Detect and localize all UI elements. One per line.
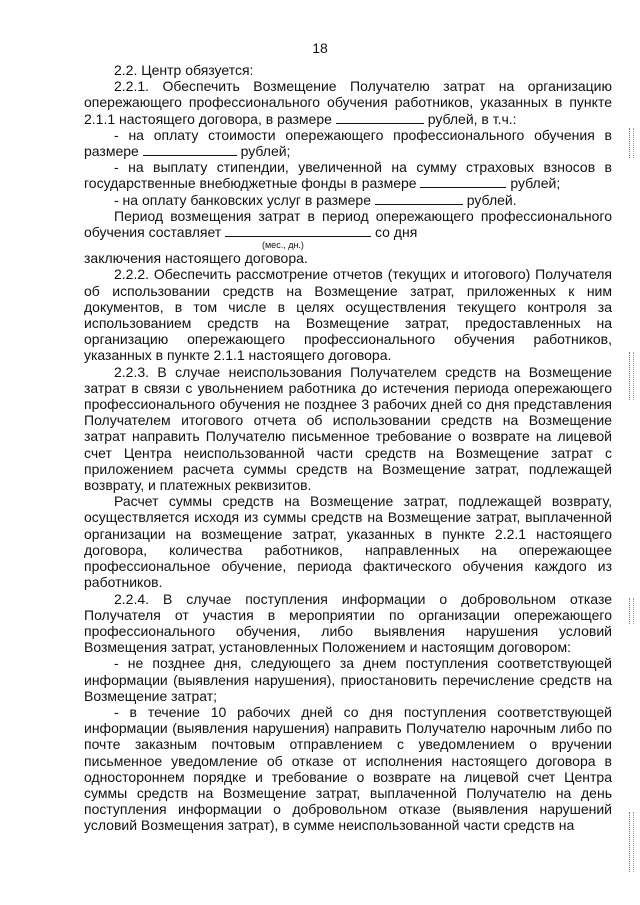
- section-heading: 2.2. Центр обязуется:: [114, 62, 254, 78]
- scan-edge-mark: [629, 128, 634, 158]
- list-item-training-cost: [84, 127, 612, 159]
- text-span: - на оплату стоимости опережающего профессионального обучения в размере: [84, 126, 612, 160]
- text-span: рублей;: [240, 143, 291, 160]
- text-span: Период возмещения затрат в период опережающего профессионального обучения составляет: [84, 207, 612, 241]
- paragraph-2-2-4: 2.2.4. В случае поступления информации о добровольном отказе Получателя от участия в мероприятии по организации опережающего профессионального обучения, либо выявления нарушения условий Возмещения затрат, установленных Положением и настоящим договором:: [84, 590, 612, 656]
- paragraph-2-2-3: 2.2.3. В случае неиспользования Получателем средств на Возмещение затрат в связи с увольнением работника до истечения периода опережающего профессионального обучения не позднее 3 рабочих дней со дня представления Получателем итогового отчета об использовании средств на Возмещение затрат направить Получателю письменное требование о возврате на лицевой счет Центра неиспользованной части средств на Возмещение затрат с приложением расчета суммы средств на Возмещение затрат, подлежащей возврату, и платежных реквизитов.: [84, 363, 612, 494]
- text-span: - на оплату банковских услуг в размере: [114, 191, 371, 208]
- paragraph-2-2-2: 2.2.2. Обеспечить рассмотрение отчетов (текущих и итогового) Получателя об использовании средств на Возмещение затрат, приложенных к ним документов, в том числе в целях осуществления текущего контроля за использованием средств на Возмещение затрат, предоставленных на организацию опережающего профессионального обучения работников, указанных в пункте 2.1.1 настоящего договора.: [84, 266, 612, 364]
- text-span: - на выплату стипендии, увеличенной на сумму страховых взносов в государственные внебюджетные фонды в размере: [84, 159, 612, 192]
- text-span: рублей.: [466, 191, 517, 208]
- blank-field-period[interactable]: [225, 225, 371, 237]
- blank-field-bank-services[interactable]: [375, 193, 463, 205]
- field-hint: (мес., дн.): [262, 240, 304, 251]
- text-span: 2.2.1. Обеспечить Возмещение Получателю затрат на организацию опережающего профессионального обучения работников, указанных в пункте 2.1.1 настоящего договора, в размере: [84, 78, 612, 127]
- list-item-notice: - в течение 10 рабочих дней со дня поступления соответствующей информации (выявления нарушения) направить Получателю нарочным либо по почте заказным почтовым отправлением с уведомлением о вручении письменное уведомление об отказе от исполнения настоящего договора в одностороннем порядке и требование о возврате на лицевой счет Центра суммы средств на Возмещение затрат, выплаченной Получателю на день поступления информации о добровольном отказе (выявления нарушений условий Возмещения затрат), в сумме неиспользованной части средств на: [84, 703, 612, 834]
- list-item-suspend: - не позднее дня, следующего за днем поступления соответствующей информации (выявления нарушения), приостановить перечисление средств на Возмещение затрат;: [84, 655, 612, 704]
- blank-field-training-cost[interactable]: [143, 144, 237, 156]
- scan-edge-mark: [629, 352, 634, 400]
- blank-field-total[interactable]: [336, 112, 424, 124]
- paragraph-refund-calc: Расчет суммы средств на Возмещение затрат, подлежащей возврату, осуществляется исходя из суммы средств на Возмещение затрат, выплаченной организации на возмещение затрат, указанных в пункте 2.2.1 настоящего договора, количества работников, направленных на опережающее профессиональное обучение, периода фактического обучения каждого из работников.: [84, 493, 612, 591]
- paragraph-2-2-1: [84, 78, 612, 127]
- scan-edge-mark: [629, 598, 634, 624]
- list-item-bank-services: [84, 192, 612, 208]
- paragraph-period-end: заключения настоящего договора.: [84, 250, 308, 267]
- paragraph-period: [84, 208, 612, 240]
- list-item-stipend: [84, 159, 612, 191]
- blank-field-stipend[interactable]: [420, 176, 506, 188]
- text-span: со дня: [374, 224, 418, 241]
- text-span: рублей;: [510, 175, 561, 192]
- scan-edge-mark: [629, 812, 634, 872]
- text-span: рублей, в т.ч.:: [427, 110, 517, 127]
- page-number: 18: [312, 40, 328, 56]
- document-body: [84, 62, 612, 834]
